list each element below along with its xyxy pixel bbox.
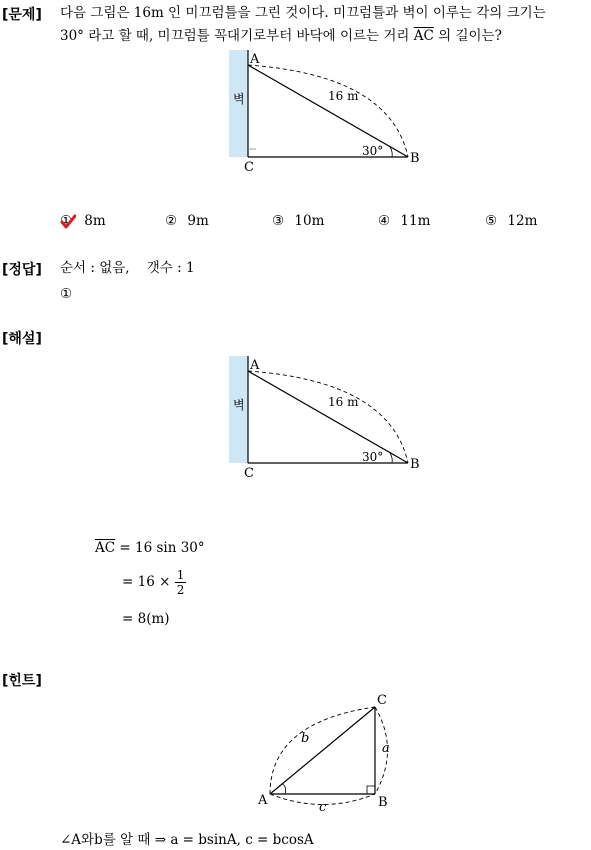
problem-tag: [문제] (2, 7, 42, 23)
angle-label-2: 30° (362, 450, 384, 464)
problem-line-2-post: 의 길이는? (433, 28, 502, 44)
problem-line-2-pre: 30° 라고 할 때, 미끄럼틀 꼭대기로부터 바닥에 이르는 거리 (60, 28, 414, 44)
answer-tag: [정답] (2, 262, 42, 278)
answer-value: ① (60, 286, 73, 302)
hint-side-a: a (382, 741, 390, 756)
choice-2-text: 9m (187, 213, 209, 229)
label-a: A (250, 52, 260, 67)
choice-5[interactable] (485, 213, 537, 229)
right-angle-mark-b (367, 786, 375, 794)
label-a-2: A (250, 358, 260, 373)
hint-tag: [힌트] (2, 673, 42, 689)
side-b-line (270, 707, 375, 794)
choice-2[interactable] (165, 213, 209, 229)
hint-side-c: c (319, 800, 327, 815)
choice-2-number: ② (165, 213, 178, 229)
angle-arc (390, 147, 392, 157)
angle-a-arc (282, 784, 286, 794)
solution-eq-1-rhs: = 16 sin 30° (115, 540, 205, 556)
choice-4-number: ④ (378, 213, 391, 229)
answer-info: 순서 : 없음, 갯수 : 1 (60, 260, 195, 276)
problem-line-2 (60, 26, 502, 46)
segment-ac: $\overline{AC}$ (413, 28, 434, 44)
wall-label-2: 벽 (233, 398, 245, 412)
fraction-numerator: 1 (176, 568, 185, 582)
choice-5-text: 12m (507, 213, 538, 229)
solution-eq-1 (95, 538, 205, 558)
hint-label-c: C (377, 693, 387, 708)
label-c: C (244, 160, 254, 175)
label-b-2: B (410, 457, 420, 472)
label-c-2: C (244, 466, 254, 481)
choice-3-number: ③ (272, 213, 285, 229)
choice-3[interactable] (272, 213, 324, 229)
solution-eq-2 (122, 568, 186, 597)
hint-label-a: A (258, 793, 268, 808)
solution-diagram (220, 351, 430, 481)
length-label-2: 16 m (328, 395, 359, 409)
angle-arc-2 (390, 453, 392, 463)
slide-diagram (220, 45, 430, 175)
hint-label-b: B (378, 795, 388, 810)
solution-segment-ac: $\overline{AC}$ (95, 540, 116, 556)
choice-4[interactable] (378, 213, 430, 229)
slide-line-2 (248, 371, 408, 463)
slide-line (248, 65, 408, 157)
hint-formula: ∠A와b를 알 때 ⇒ a = bsinA, c = bcosA (60, 832, 314, 848)
choice-1-number: ① (60, 213, 73, 229)
hint-diagram (255, 690, 395, 815)
fraction-denominator: 2 (176, 583, 185, 597)
choice-3-text: 10m (294, 213, 325, 229)
solution-tag: [해설] (2, 331, 42, 347)
solution-eq-3: = 8(m) (122, 611, 170, 627)
hint-side-b: b (301, 731, 310, 746)
choice-1-text: 8m (84, 213, 106, 229)
length-label: 16 m (328, 89, 359, 103)
choice-4-text: 11m (400, 213, 431, 229)
choice-1[interactable] (60, 213, 106, 229)
check-icon (60, 214, 76, 230)
choice-5-number: ⑤ (485, 213, 498, 229)
problem-line-1: 다음 그림은 16m 인 미끄럼틀을 그린 것이다. 미끄럼틀과 벽이 이루는 각의 크기는 (60, 5, 546, 21)
fraction-half (175, 568, 187, 597)
label-b: B (410, 151, 420, 166)
solution-eq-2-pre: = 16 × (122, 574, 171, 590)
wall-label: 벽 (233, 92, 245, 106)
angle-label: 30° (362, 144, 384, 158)
